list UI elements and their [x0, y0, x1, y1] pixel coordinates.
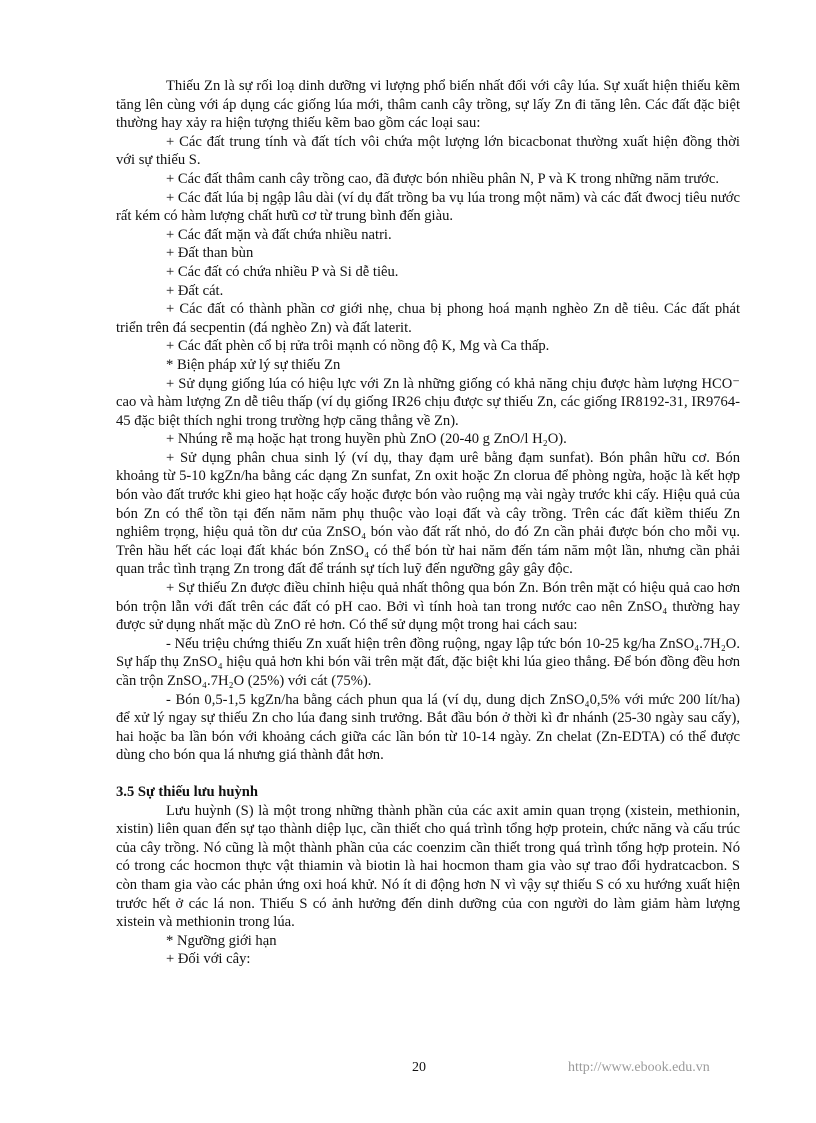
body-paragraph: * Biện pháp xử lý sự thiếu Zn [166, 356, 341, 373]
body-paragraph: + Các đất phèn cổ bị rửa trôi mạnh có nồng độ K, Mg và Ca thấp. [166, 338, 550, 355]
page-number: 20 [412, 1060, 426, 1075]
body-paragraph: + Đất than bùn [166, 245, 254, 262]
document-body [116, 77, 740, 969]
body-paragraph: Thiếu Zn là sự rối loạ dinh dưỡng vi lượng phổ biến nhất đối với cây lúa. Sự xuất hiện thiếu kẽm tăng lên cùng với áp dụng các giống lúa mới, thâm canh cây trồng, sự lấy Zn đi tăng lên. Các đất đặc biệt thường hay xảy ra hiện tượng thiếu kẽm bao gồm các loại sau: [116, 78, 740, 132]
body-paragraph: + Sử dụng giống lúa có hiệu lực với Zn là những giống có khả năng chịu được hàm lượng HCO⁻ cao và hàm lượng Zn dễ tiêu thấp (ví dụ giống IR26 chịu được sự thiếu Zn, các giống IR8192-31, IR9764-45 đặc biệt thích nghi trong trường hợp căng thẳng về Zn). [116, 375, 740, 429]
body-paragraph: Lưu huỳnh (S) là một trong những thành phần của các axit amin quan trọng (xistein, methionin, xistin) liên quan đến sự tạo thành diệp lục, cần thiết cho quá trình tổng hợp protein, chức năng và cấu trúc của cây trồng. Nó cũng là một thành phần của các coenzim cần thiết trong quá trình tổng hợp protein. Nó có trong các hocmon thực vật thiamin và biotin là hai hocmon tham gia vào sự trao đổi hydratcacbon. S còn tham gia vào các phản ứng oxi hoá khử. Nó ít di động hơn N vì vậy sự thiếu S có xu hướng xuất hiện trước hết ở các lá non. Thiếu S có ảnh hưởng đến dinh dưỡng của con người do làm giảm hàm lượng xistein và methionin trong lúa. [116, 802, 740, 931]
body-paragraph: + Các đất có thành phần cơ giới nhẹ, chua bị phong hoá mạnh nghèo Zn dễ tiêu. Các đất phát triển trên đá secpentin (đá nghèo Zn) và đất laterit. [116, 301, 740, 336]
body-paragraph: + Sự thiếu Zn được điều chỉnh hiệu quả nhất thông qua bón Zn. Bón trên mặt có hiệu quả cao hơn bón trộn lẫn với đất trên các đất có pH cao. Bởi vì tính hoà tan trong nước cao nên ZnSO₄ thường hay được sử dụng nhất mặc dù ZnO rẻ hơn. Có thể sử dụng một trong hai cách sau: [116, 580, 740, 634]
body-paragraph: + Các đất trung tính và đất tích vôi chứa một lượng lớn bicacbonat thường xuất hiện đồng thời với sự thiếu S. [116, 133, 740, 169]
body-paragraph: + Các đất mặn và đất chứa nhiều natri. [166, 226, 392, 243]
section-heading: 3.5 Sự thiếu lưu huỳnh [116, 783, 259, 800]
body-paragraph: + Đất cát. [166, 282, 224, 299]
body-paragraph: + Nhúng rễ mạ hoặc hạt trong huyền phù ZnO (20-40 g ZnO/l H₂O). [166, 431, 567, 448]
document-page [116, 77, 740, 969]
body-paragraph: + Các đất có chứa nhiều P và Si dễ tiêu. [166, 263, 399, 280]
footer-url: http://www.ebook.edu.vn [568, 1060, 710, 1075]
body-paragraph: + Đối với cây: [166, 951, 251, 968]
body-paragraph: + Các đất lúa bị ngập lâu dài (ví dụ đất trồng ba vụ lúa trong một năm) và các đất đwocj tiêu nước rất kém có hàm lượng chất hưũ cơ từ trung bình đến giàu. [116, 189, 740, 225]
page-footer [0, 1060, 816, 1080]
body-paragraph: + Các đất thâm canh cây trồng cao, đã được bón nhiều phân N, P và K trong những năm trước. [166, 170, 720, 187]
body-paragraph: - Nếu triệu chứng thiếu Zn xuất hiện trên đồng ruộng, ngay lập tức bón 10-25 kg/ha ZnSO₄.7H₂O. Sự hấp thụ ZnSO₄ hiệu quả hơn khi bón vãi trên mặt đất, đặc biệt khi lúa gieo thẳng. Để bón đồng đều hơn cần trộn ZnSO₄.7H₂O (25%) với cát (75%). [116, 635, 740, 689]
body-paragraph: * Ngưỡng giới hạn [166, 932, 277, 949]
body-paragraph: + Sử dụng phân chua sinh lý (ví dụ, thay đạm urê bằng đạm sunfat). Bón phân hữu cơ. Bón khoảng từ 5-10 kgZn/ha bằng các dạng Zn sunfat, Zn oxit hoặc Zn clorua để phòng ngừa, hoặc là kết hợp bón vào đất trước khi gieo hạt hoặc cấy hoặc được bón vào ruộng mạ vài ngày trước khi cấy. Hiệu quả của bón Zn có thể tồn tại đến năm năm phụ thuộc vào loại đất và cây trồng. Trên các đất kiềm thiếu Zn nghiêm trọng, hiệu quả tồn dư của ZnSO₄ bón vào đất rất nhỏ, do đó Zn cần phải được bón cho mỗi vụ. Trên hầu hết các loại đất khác bón ZnSO₄ có thể bón từ hai năm đến tám năm một lần, nhưng cần phải quan trắc tình trạng Zn trong đất để tránh sự tích luỹ đến ngưỡng gây gây độc. [116, 449, 740, 578]
body-paragraph: - Bón 0,5-1,5 kgZn/ha bằng cách phun qua lá (ví dụ, dung dịch ZnSO₄0,5% với mức 200 lít/ha) để xử lý ngay sự thiếu Zn cho lúa đang sinh trưởng. Bắt đầu bón ở thời kì đr nhánh (25-30 ngày sau cấy), hai hoặc ba lần bón với khoảng cách giữa các lần bón từ 10-14 ngày. Zn chelat (Zn-EDTA) có thể được dùng cho bón qua lá nhưng giá thành đắt hơn. [116, 691, 740, 764]
